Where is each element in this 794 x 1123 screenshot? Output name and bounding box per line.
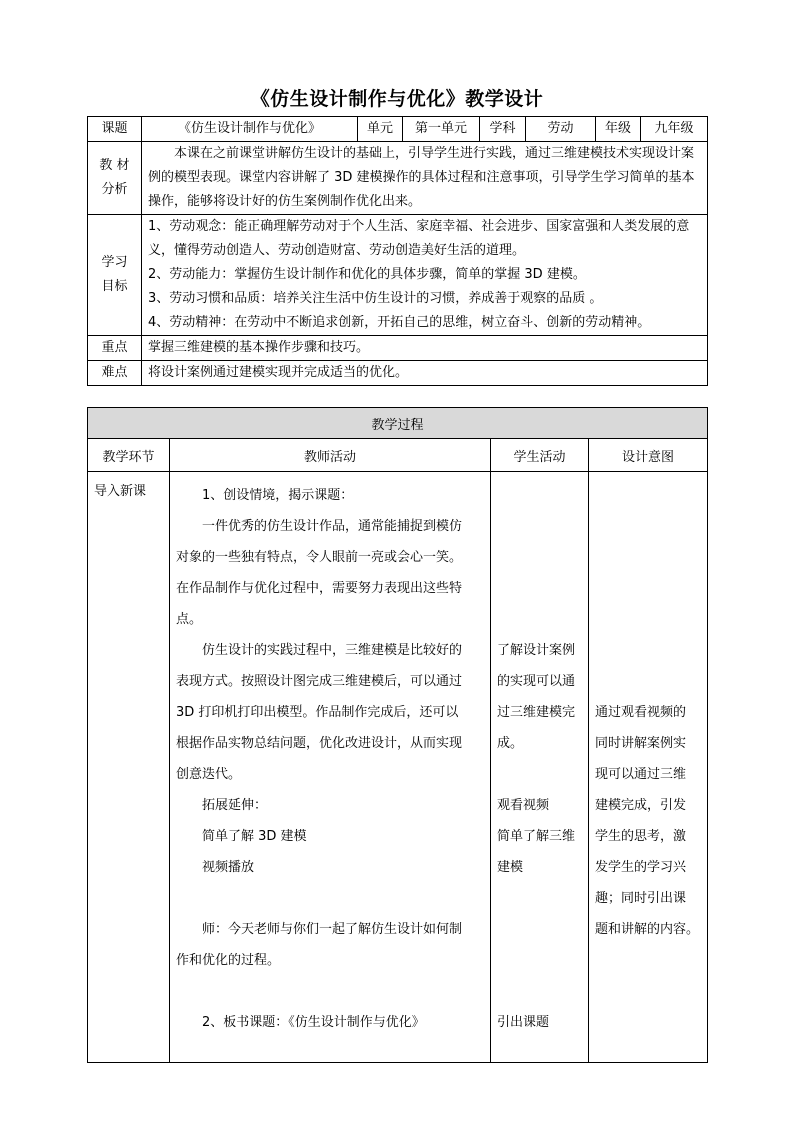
student-line — [497, 759, 584, 790]
lesson-info-table — [87, 116, 708, 386]
teacher-line: 一件优秀的仿生设计作品，通常能捕捉到模仿 — [202, 519, 463, 534]
column-header-segment: 教学环节 — [88, 439, 170, 472]
teacher-line: 根据作品实物总结问题，优化改进设计，从而实现 — [176, 736, 463, 751]
unit-value: 第一单元 — [403, 117, 480, 142]
column-header-intent: 设计意图 — [589, 439, 708, 472]
key-point-text: 掌握三维建模的基本操作步骤和技巧。 — [142, 336, 708, 361]
teacher-line: 对象的一些独有特点，令人眼前一亮或会心一笑。 — [176, 550, 463, 565]
teacher-line: 1、创设情境，揭示课题： — [202, 488, 354, 503]
column-header-teacher: 教师活动 — [170, 439, 491, 472]
student-line: 建模 — [497, 860, 524, 875]
teacher-line: 视频播放 — [202, 860, 255, 875]
teacher-line — [176, 883, 486, 914]
student-line: 简单了解三维 — [497, 829, 576, 844]
intent-spacer — [595, 480, 705, 697]
objectives-label-line2: 目标 — [101, 279, 128, 294]
student-line: 观看视频 — [497, 798, 550, 813]
teacher-line: 仿生设计的实践过程中，三维建模是比较好的 — [202, 643, 463, 658]
student-line — [497, 914, 584, 945]
subject-label: 学科 — [480, 117, 526, 142]
intent-line: 通过观看视频的 — [595, 705, 687, 720]
objective-item: 3、劳动习惯和品质：培养关注生活中仿生设计的习惯，养成善于观察的品质 。 — [148, 291, 603, 306]
student-line — [497, 976, 584, 1007]
teacher-line: 3D 打印机打印出模型。作品制作完成后，还可以 — [176, 705, 459, 720]
intent-line: 发学生的学习兴 — [595, 860, 687, 875]
unit-label: 单元 — [358, 117, 403, 142]
intent-line: 现可以通过三维 — [595, 767, 687, 782]
material-text: 本课在之前课堂讲解仿生设计的基础上，引导学生进行实践，通过三维建模技术实现设计案例的模型表现。课堂内容讲解了 3D 建模操作的具体过程和注意事项，引导学生学习简单的基本操作，能够将设计好的仿生案例制作优化出来。 — [148, 146, 695, 209]
student-activity-cell — [491, 472, 589, 1063]
intent-line: 趣；同时引出课 — [595, 891, 687, 906]
student-line — [497, 945, 584, 976]
process-row-intro — [88, 472, 708, 1063]
column-header-student: 学生活动 — [491, 439, 589, 472]
difficulty-label: 难点 — [88, 361, 142, 386]
teacher-line: 简单了解 3D 建模 — [202, 829, 307, 844]
course-label: 课题 — [88, 117, 142, 142]
intent-line: 同时讲解案例实 — [595, 736, 687, 751]
teacher-line: 作和优化的过程。 — [176, 953, 281, 968]
teacher-line: 创意迭代。 — [176, 767, 242, 782]
student-line: 过三维建模完 — [497, 705, 576, 720]
objectives-label — [88, 215, 142, 336]
objectives-cell — [142, 215, 708, 336]
teacher-line: 在作品制作与优化过程中，需要努力表现出这些特 — [176, 581, 463, 596]
intent-line: 题和讲解的内容。 — [595, 922, 700, 937]
objectives-row — [88, 215, 708, 336]
header-row — [88, 117, 708, 142]
student-line: 引出课题 — [497, 1015, 550, 1030]
teacher-line: 师：今天老师与你们一起了解仿生设计如何制 — [202, 922, 463, 937]
teacher-line: 点。 — [176, 612, 203, 627]
design-intent-cell — [589, 472, 708, 1063]
material-label-line2: 分析 — [101, 182, 128, 197]
segment-label: 导入新课 — [88, 472, 170, 1063]
material-cell — [142, 142, 708, 215]
teacher-line — [176, 976, 486, 1007]
student-line: 的实现可以通 — [497, 674, 576, 689]
material-label — [88, 142, 142, 215]
student-line: 了解设计案例 — [497, 643, 576, 658]
teaching-process-table — [87, 407, 708, 1063]
grade-value: 九年级 — [641, 117, 708, 142]
objectives-label-line1: 学习 — [101, 255, 128, 270]
intent-line: 建模完成，引发 — [595, 798, 687, 813]
course-value: 《仿生设计制作与优化》 — [142, 117, 358, 142]
intent-line: 学生的思考，激 — [595, 829, 687, 844]
grade-label: 年级 — [596, 117, 641, 142]
student-spacer — [497, 480, 584, 635]
objective-item: 1、劳动观念：能正确理解劳动对于个人生活、家庭幸福、社会进步、国家富强和人类发展的意义，懂得劳动创造人、劳动创造财富、劳动创造美好生活的道理。 — [148, 219, 690, 258]
teacher-line: 表现方式。按照设计图完成三维建模后，可以通过 — [176, 674, 463, 689]
teacher-activity-cell — [170, 472, 491, 1063]
process-title: 教学过程 — [88, 408, 708, 439]
material-row — [88, 142, 708, 215]
difficulty-text: 将设计案例通过建模实现并完成适当的优化。 — [142, 361, 708, 386]
teacher-line: 拓展延伸： — [202, 798, 268, 813]
difficulty-row — [88, 361, 708, 386]
objective-item: 4、劳动精神：在劳动中不断追求创新，开拓自己的思维，树立奋斗、创新的劳动精神。 — [148, 315, 651, 330]
student-line: 成。 — [497, 736, 524, 751]
teacher-line: 2、板书课题：《仿生设计制作与优化》 — [202, 1015, 425, 1030]
document-title: 《仿生设计制作与优化》教学设计 — [250, 88, 544, 110]
student-line — [497, 883, 584, 914]
objective-item: 2、劳动能力：掌握仿生设计制作和优化的具体步骤，简单的掌握 3D 建模。 — [148, 267, 586, 282]
material-label-line1: 教 材 — [99, 158, 130, 173]
process-title-row — [88, 408, 708, 439]
key-point-label: 重点 — [88, 336, 142, 361]
process-column-headers — [88, 439, 708, 472]
subject-value: 劳动 — [526, 117, 596, 142]
key-point-row — [88, 336, 708, 361]
